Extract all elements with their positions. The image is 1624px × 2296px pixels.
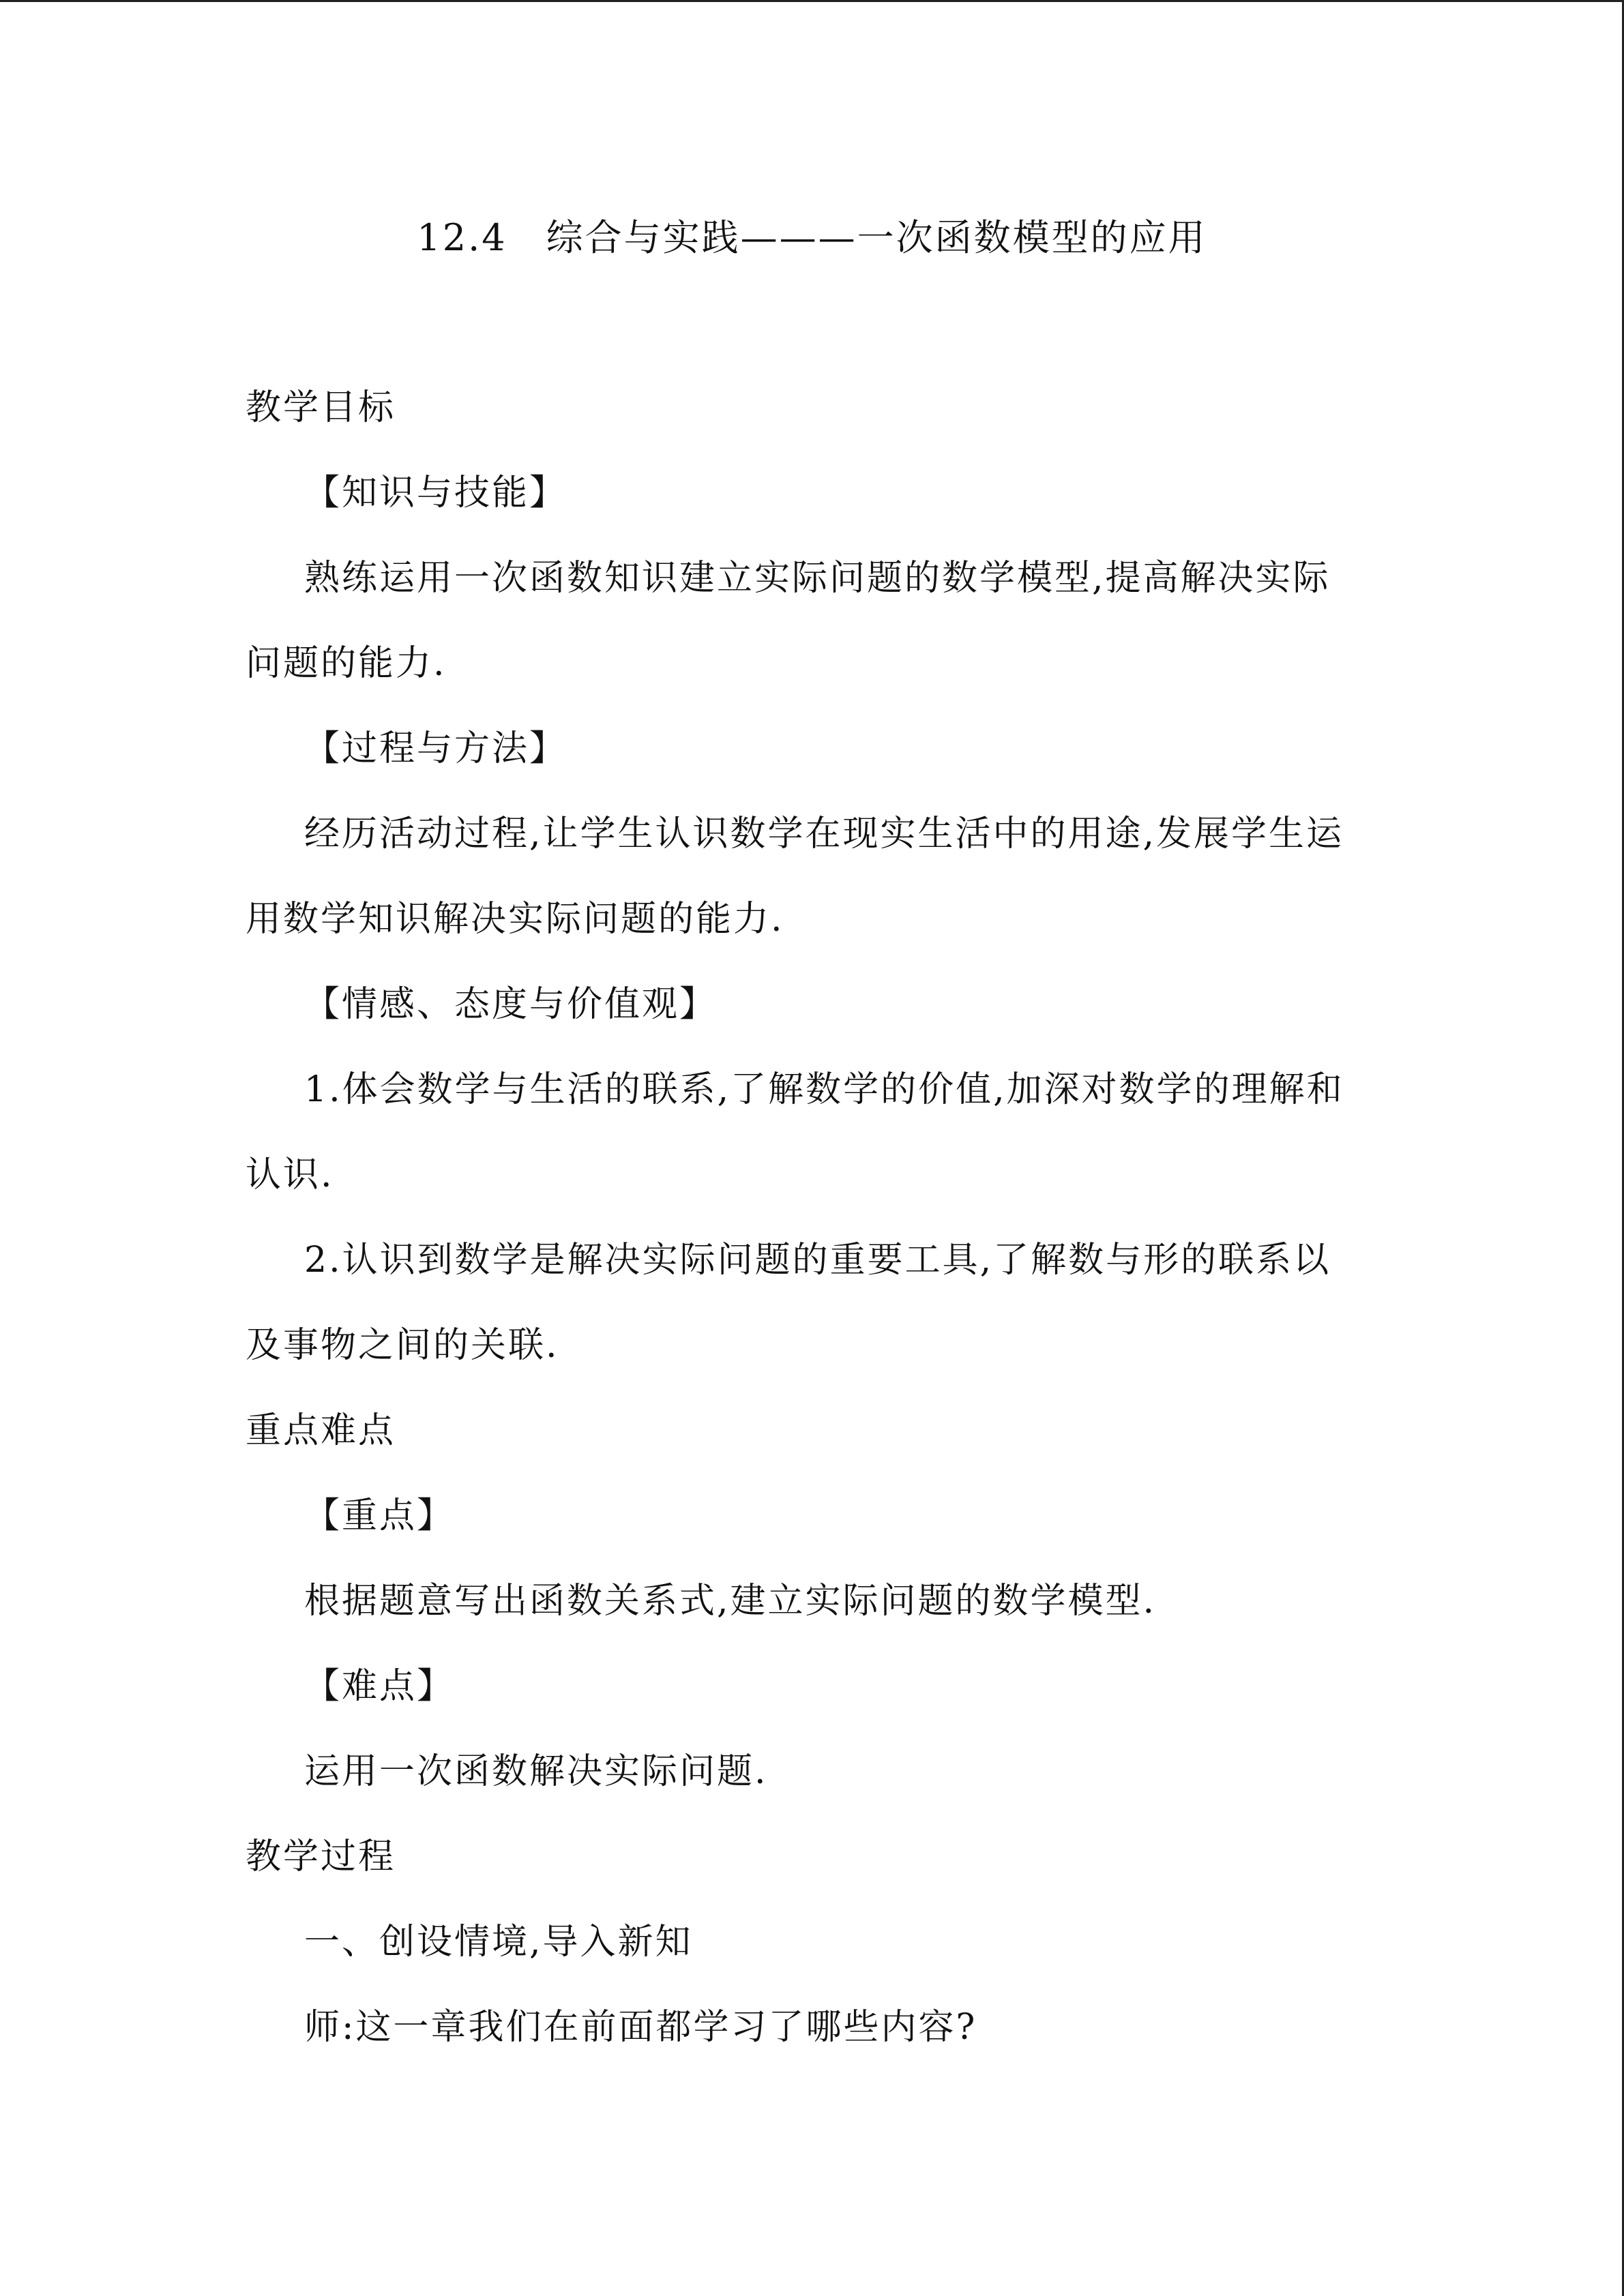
heading-key-difficult-points: 重点难点 [246,1410,396,1451]
subheading-key-point: 【重点】 [304,1495,455,1536]
subheading-section-one: 一、创设情境,导入新知 [304,1922,693,1963]
paragraph-line: 认识. [246,1154,334,1195]
subheading-difficult-point: 【难点】 [304,1666,455,1707]
heading-teaching-process: 教学过程 [246,1836,396,1877]
paragraph-line: 经历活动过程,让学生认识数学在现实生活中的用途,发展学生运 [304,814,1344,854]
paragraph-line: 根据题意写出函数关系式,建立实际问题的数学模型. [304,1581,1157,1622]
subheading-knowledge-skills: 【知识与技能】 [304,473,567,513]
paragraph-line: 及事物之间的关联. [246,1325,559,1366]
paragraph-line: 2.认识到数学是解决实际问题的重要工具,了解数与形的联系以 [304,1240,1331,1281]
paragraph-line: 1.体会数学与生活的联系,了解数学的价值,加深对数学的理解和 [304,1069,1344,1110]
paragraph-line: 师:这一章我们在前面都学习了哪些内容? [304,2007,977,2048]
paragraph-line: 运用一次函数解决实际问题. [304,1751,768,1792]
heading-teaching-objectives: 教学目标 [246,387,396,428]
paragraph-line: 用数学知识解决实际问题的能力. [246,899,784,940]
top-border-line [0,0,1624,2]
page-title: 12.4 综合与实践———一次函数模型的应用 [417,216,1207,259]
paragraph-line: 问题的能力. [246,643,447,684]
subheading-emotion-values: 【情感、态度与价值观】 [304,984,718,1025]
paragraph-line: 熟练运用一次函数知识建立实际问题的数学模型,提高解决实际 [304,558,1331,599]
subheading-process-method: 【过程与方法】 [304,728,567,769]
